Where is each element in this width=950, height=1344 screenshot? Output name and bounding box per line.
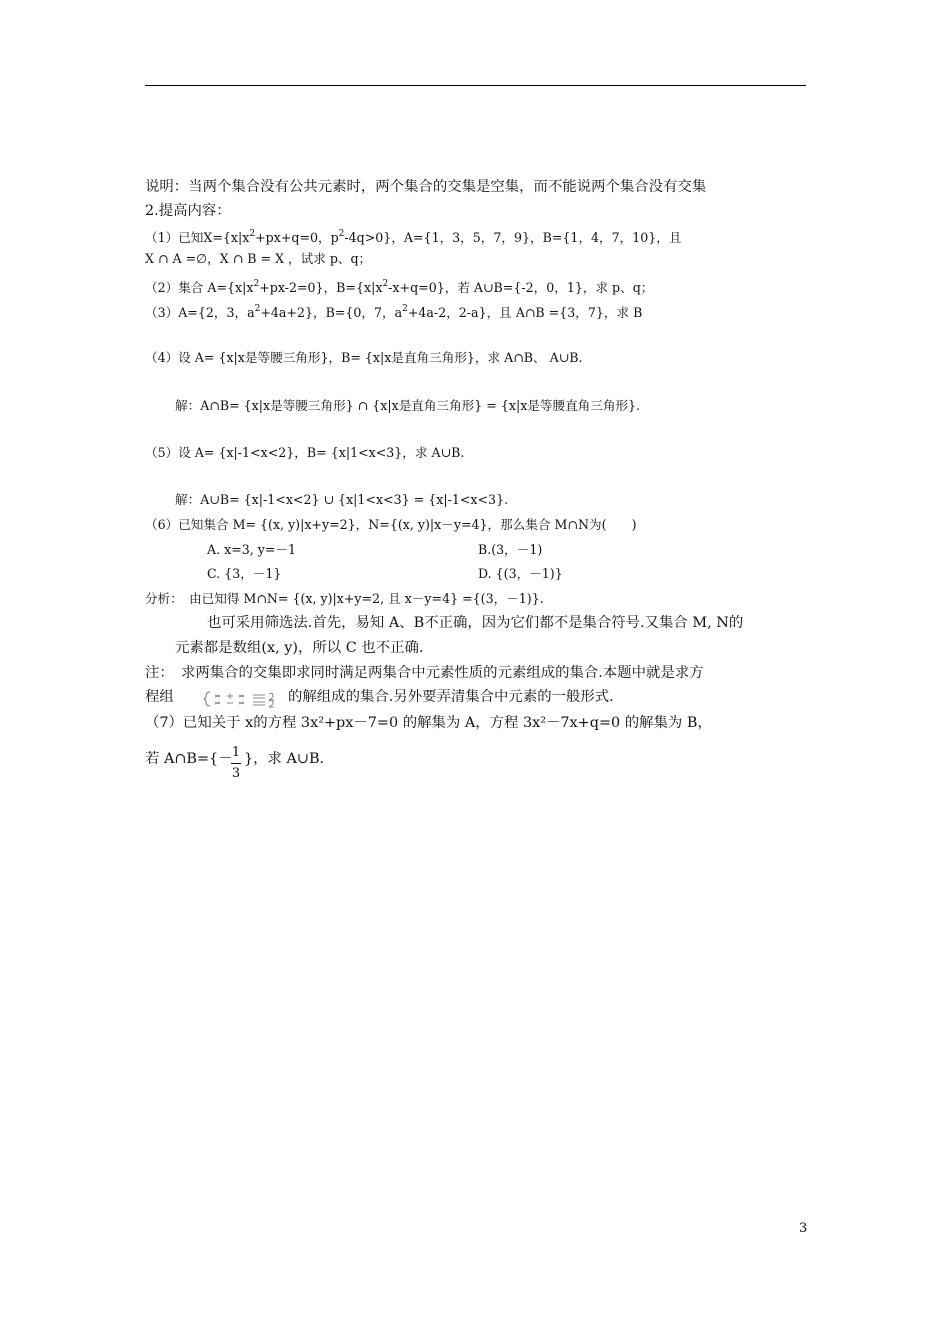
problem-6-question: （6）已知集合 M= {(x, y)|x+y=2}，N={(x, y)|x－y=4}，那么集合 M∩N为( ) [145,517,637,532]
problem-6-option-d: D. {(3，－1)} [478,566,563,581]
problem-4-question: （4）设 A= {x|x是等腰三角形}，B= {x|x是直角三角形}，求 A∩B、 A∪B. [145,350,583,365]
header-rule [145,85,806,86]
problem-6-option-c: C. {3，－1} [207,566,282,581]
problem-7-line-1: （7）已知关于 x的方程 3x²+px－7=0 的解集为 A，方程 3x²－7x+q=0 的解集为 B， [145,715,712,731]
problem-2: （2）集合 $A=\{x|x^2+px-2=0\}$，$B=\{x|x^2-x+q=0\}$，若 A∪B={-2，0，1}，求 p、q； [145,279,654,295]
fraction-one-third [231,744,241,783]
problem-4-solution: 解：A∩B= {x|x是等腰三角形} ∩ {x|x是直角三角形} = {x|x是等腰直角三角形}. [175,398,641,413]
problem-6-note-2-suffix: 的解组成的集合.另外要弄清集合中元素的一般形式. [288,689,614,705]
equation-system-image [203,690,283,714]
problem-1-line-2: X ∩ A =∅，X ∩ B = X ，试求 p、q； [145,251,372,266]
fraction-denominator: 3 [231,766,241,781]
explanation-text: 说明：当两个集合没有公共元素时，两个集合的交集是空集，而不能说两个集合没有交集 [145,179,707,195]
problem-7-line-2-start: 若 A∩B={－ [145,751,233,767]
problem-5-solution: 解：A∪B= {x|-1<x<2} ∪ {x|1<x<3} = {x|-1<x<3}. [175,492,509,507]
section-title: 2.提高内容： [145,203,231,219]
problem-1-line-1: （1）已知$X=\{x|x^2+px+q=0$，$p^2-4q>0$}，A={1，3，5，7，9}，B={1，4，7，10}，且 [145,229,682,245]
problem-5-question: （5）设 A= {x|-1<x<2}，B= {x|1<x<3}，求 A∪B. [145,445,465,460]
problem-6-analysis: 分析： 由已知得 M∩N= {(x, y)|x+y=2, 且 x－y=4} ={(3，－1)}. [145,591,544,606]
problem-6-option-a: A. x=3, y=－1 [207,542,297,557]
page-number: 3 [799,1221,808,1236]
equation-system-glyph [203,690,283,708]
problem-6-analysis-2: 也可采用筛选法.首先，易知 A、B不正确，因为它们都不是集合符号.又集合 M, N的 [207,615,744,631]
problem-6-option-b: B.(3，－1) [478,542,543,557]
fraction-bar [231,763,241,764]
problem-6-note-1: 注： 求两集合的交集即求同时满足两集合中元素性质的元素组成的集合.本题中就是求方 [145,665,704,681]
problem-3: （3）A={2，3，$a^2+4a+2$}，B={0，7，$a^2+4a-2$，2-a}，且 A∩B ={3，7}，求 B [145,304,643,320]
problem-7-line-2-end: }，求 A∪B. [244,751,325,767]
fraction-numerator: 1 [231,745,241,760]
problem-6-note-2-prefix: 程组 [145,689,174,705]
problem-6-analysis-3: 元素都是数组(x, y)，所以 C 也不正确. [175,640,424,656]
